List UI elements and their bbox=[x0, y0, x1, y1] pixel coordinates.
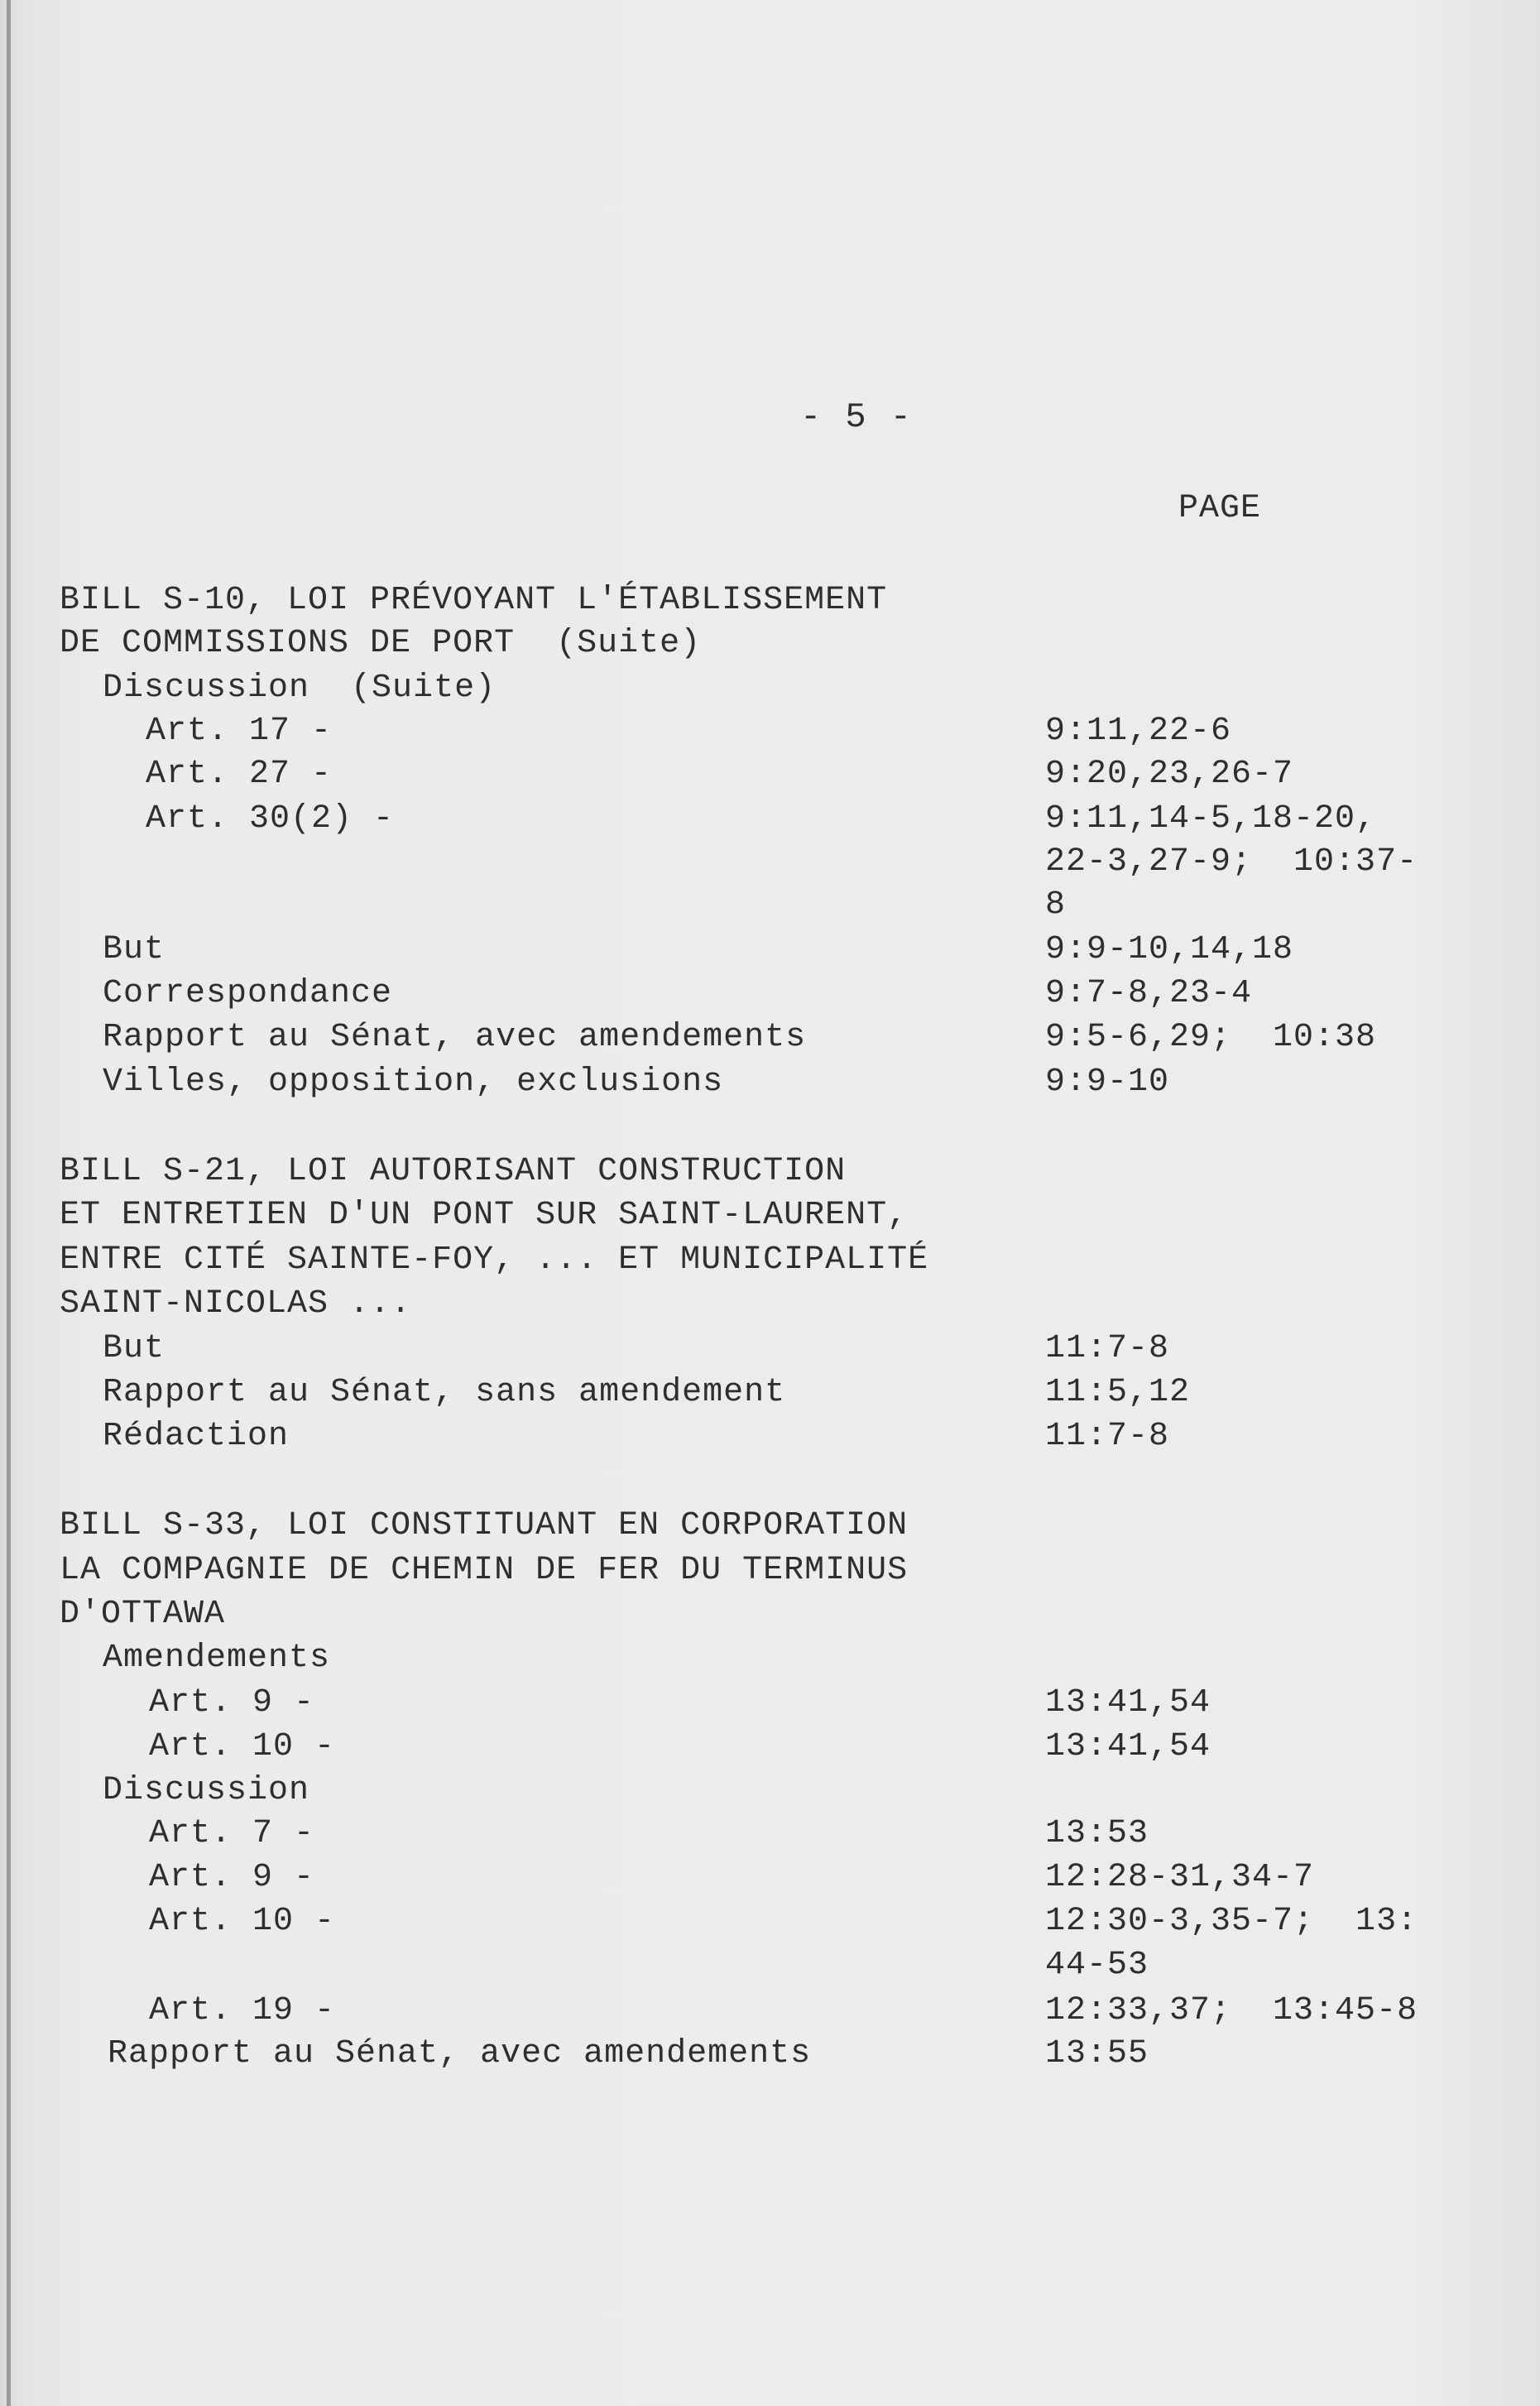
page-reference: 13:41,54 bbox=[1045, 1684, 1211, 1722]
page-column-header: PAGE bbox=[1178, 490, 1262, 527]
page-reference: 11:5,12 bbox=[1045, 1374, 1191, 1411]
index-entry: Art. 9 - bbox=[149, 1684, 315, 1722]
subheading: Amendements bbox=[103, 1640, 331, 1677]
index-entry: Correspondance bbox=[103, 975, 393, 1012]
section-heading-line: LA COMPAGNIE DE CHEMIN DE FER DU TERMINUS bbox=[60, 1552, 909, 1589]
page-reference: 9:9-10,14,18 bbox=[1045, 931, 1294, 968]
subheading: Discussion (Suite) bbox=[103, 670, 497, 707]
index-entry: Art. 19 - bbox=[149, 1992, 336, 2029]
index-entry: Art. 10 - bbox=[149, 1903, 336, 1940]
section-heading-line: BILL S-33, LOI CONSTITUANT EN CORPORATION bbox=[60, 1507, 909, 1544]
page-reference: 44-53 bbox=[1045, 1947, 1149, 1984]
index-entry: Rapport au Sénat, sans amendement bbox=[103, 1374, 786, 1411]
page-reference: 9:9-10 bbox=[1045, 1064, 1170, 1101]
page-number: - 5 - bbox=[799, 397, 914, 437]
page-reference: 13:55 bbox=[1045, 2035, 1149, 2072]
index-entry: Rapport au Sénat, avec amendements bbox=[108, 2035, 812, 2072]
index-entry: Art. 30(2) - bbox=[146, 800, 395, 838]
index-entry: Rapport au Sénat, avec amendements bbox=[103, 1019, 807, 1056]
page-reference: 9:7-8,23-4 bbox=[1045, 975, 1253, 1012]
page-reference: 9:5-6,29; 10:38 bbox=[1045, 1019, 1377, 1056]
page-reference: 12:33,37; 13:45-8 bbox=[1045, 1992, 1418, 2029]
page-reference: 11:7-8 bbox=[1045, 1330, 1170, 1367]
page-reference: 22-3,27-9; 10:37- bbox=[1045, 843, 1418, 881]
section-heading-line: ET ENTRETIEN D'UN PONT SUR SAINT-LAURENT, bbox=[60, 1197, 909, 1234]
index-entry: Villes, opposition, exclusions bbox=[103, 1064, 724, 1101]
subheading: Discussion bbox=[103, 1772, 310, 1809]
index-entry: Art. 7 - bbox=[149, 1815, 315, 1852]
page-reference: 11:7-8 bbox=[1045, 1418, 1170, 1455]
page-reference: 9:20,23,26-7 bbox=[1045, 756, 1294, 793]
page-reference: 13:41,54 bbox=[1045, 1728, 1211, 1765]
section-heading-line: BILL S-21, LOI AUTORISANT CONSTRUCTION bbox=[60, 1153, 847, 1190]
index-entry: Art. 27 - bbox=[146, 756, 333, 793]
page-reference: 12:28-31,34-7 bbox=[1045, 1859, 1315, 1896]
index-entry: But bbox=[103, 931, 166, 968]
section-heading-line: ENTRE CITÉ SAINTE-FOY, ... ET MUNICIPALITÉ bbox=[60, 1241, 929, 1279]
section-heading-line: SAINT-NICOLAS ... bbox=[60, 1285, 412, 1323]
section-heading-line: D'OTTAWA bbox=[60, 1596, 226, 1633]
page-reference: 8 bbox=[1045, 886, 1067, 924]
index-entry: But bbox=[103, 1330, 166, 1367]
page-reference: 9:11,14-5,18-20, bbox=[1045, 800, 1377, 838]
index-entry: Art. 17 - bbox=[146, 713, 333, 750]
page-reference: 12:30-3,35-7; 13: bbox=[1045, 1903, 1418, 1940]
section-heading-line: DE COMMISSIONS DE PORT (Suite) bbox=[60, 625, 702, 662]
index-entry: Rédaction bbox=[103, 1418, 290, 1455]
page-reference: 13:53 bbox=[1045, 1815, 1149, 1852]
index-entry: Art. 9 - bbox=[149, 1859, 315, 1896]
page-reference: 9:11,22-6 bbox=[1045, 713, 1232, 750]
section-heading-line: BILL S-10, LOI PRÉVOYANT L'ÉTABLISSEMENT bbox=[60, 582, 888, 619]
index-entry: Art. 10 - bbox=[149, 1728, 336, 1765]
binding-edge bbox=[7, 0, 11, 2406]
